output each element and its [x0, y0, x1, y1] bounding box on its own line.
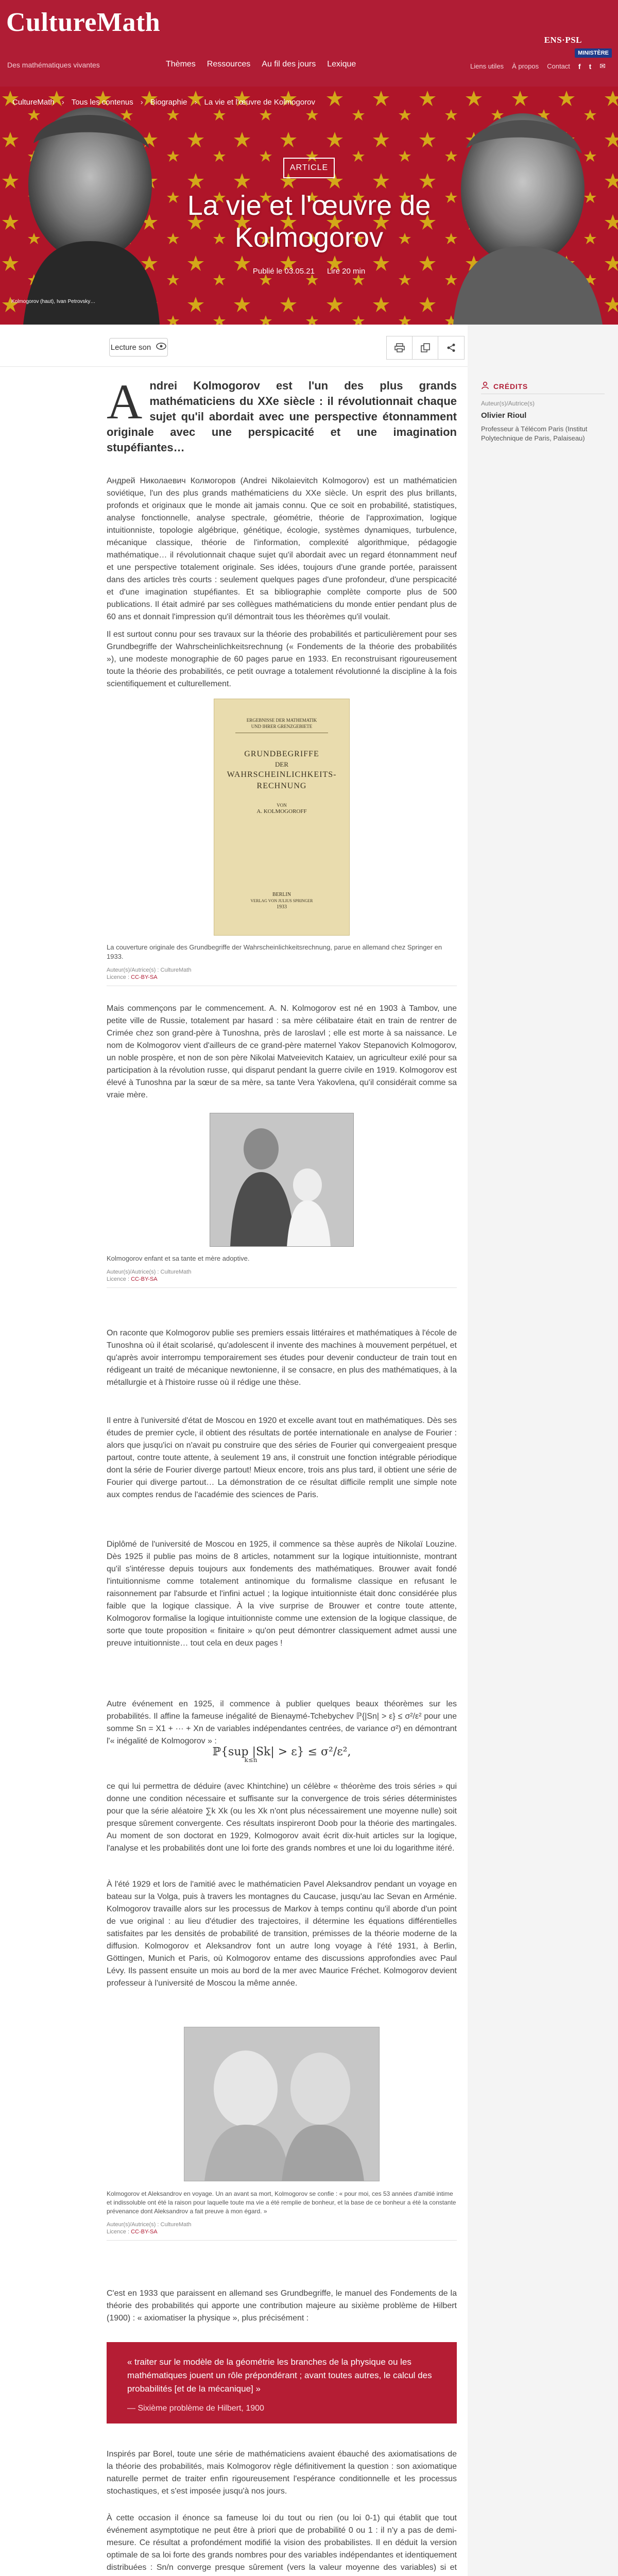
credits-label: CRÉDITS: [493, 382, 528, 391]
twitter-icon[interactable]: t: [589, 62, 592, 71]
paragraph-9: À l'été 1929 et lors de l'amitié avec le mathématicien Pavel Aleksandrov pendant un voyage en bateau sur la Volga, puis à travers les montagnes du Caucase, jusqu'au lac Sevan en Arménie. Kolmogorov travaille alors sur les processus de Markov à temps continu qu'il aborde d'un point de vue original : au lieu d'étudier des trajectoires, il détermine les équations différentielles satisfaites par les densités de probabilité de transition, prémisses de la théorie moderne de la diffusion. Kolmogorov et Aleksandrov font un autre long voyage à l'été 1931, à Berlin, Göttingen, Munich et Paris, où Kolmogorov entame des discussions approfondies avec Paul Lévy. Ils passent ensuite un mois au bord de la mer avec Maurice Fréchet. Kolmogorov devient professeur à l'université de Moscou la même année.: [107, 1880, 457, 1988]
book-publisher: VERLAG VON JULIUS SPRINGER: [250, 899, 313, 903]
page-title: La vie et l'œuvre de Kolmogorov: [187, 190, 431, 253]
book-title-3: WAHRSCHEINLICHKEITS-: [227, 770, 337, 779]
utility-nav: [470, 62, 606, 71]
util-contact[interactable]: Contact: [547, 62, 570, 70]
childhood-photo: [107, 1113, 457, 1247]
book-series: ERGEBNISSE DER MATHEMATIK: [246, 718, 317, 723]
book-series-2: UND IHRER GRENZGEBIETE: [251, 724, 313, 729]
book-von: VON: [277, 803, 287, 808]
nav-ressources[interactable]: Ressources: [207, 60, 251, 69]
eye-icon: [156, 343, 166, 352]
paragraph-10: C'est en 1933 que paraissent en allemand ses Grundbegriffe, le manuel des Fondements de la théorie des probabilités qui apporte une contribution majeure au sixième problème de Hilbert (1900) : « axiomatiser la physique », plus précisément :: [107, 2289, 457, 2323]
breadcrumb-culturemath[interactable]: CultureMath: [12, 98, 55, 107]
lede-text: ndrei Kolmogorov est l'un des plus grands mathématiciens du XXe siècle : il révolutionnait chaque sujet qu'il abordait avec une perspective étonnamment originale avec une perspicacité et une imagination stupéfiantes…: [107, 379, 457, 454]
paragraph-4: On raconte que Kolmogorov publie ses premiers essais littéraires et mathématiques à l'école de Tunoshna où il était scolarisé, qu'adolescent il invente des machines à mouvement perpétuel, et qu'après avoir interrompu temporairement ses études pour devenir conducteur de train tout en rédigeant un traité de mécanique newtonienne, il se consacre, en plus des mathématiques, à la métallurgie et à l'histoire russe où il rédige une thèse.: [107, 1329, 457, 1387]
divider: [107, 1287, 457, 1288]
figure-aleksandrov-photo: [107, 2027, 457, 2241]
license-link[interactable]: CC-BY-SA: [131, 974, 158, 980]
util-a-propos[interactable]: À propos: [512, 62, 539, 70]
drop-cap: A: [107, 374, 143, 429]
facebook-icon[interactable]: f: [578, 62, 581, 71]
paragraph-5: Il entre à l'université d'état de Moscou en 1920 et excelle avant tout en mathématiques. Dès ses études de premier cycle, il obtient des résultats de portée internationale en analyse de Fourier : alors que jusqu'ici on n'avait pu construire que des séries de Fourier qui convergeaient presque partout, contre toute attente, à seulement 19 ans, il construit une fonction intégrable périodique dont la série de Fourier diverge partout! Mieux encore, trois ans plus tard, il obtient une série de Fourier qui diverge partout… La démonstration de ce résultat difficile remplit une simple note aux comptes rendus de l'académie des sciences de Paris.: [107, 1416, 457, 1499]
license-label: Licence :: [107, 2229, 131, 2235]
book-author: A. KOLMOGOROFF: [256, 808, 307, 815]
book-title-4: RECHNUNG: [256, 782, 307, 790]
paragraph-1: Андрей Николаевич Колмогоров (Andrei Nikolaievitch Kolmogorov) est un mathématicien soviétique, l'un des plus grands mathématiciens du XXe siècle. Un esprit des plus brillants, profonds et originaux que le monde ait jamais connu. Que ce soit en probabilité, statistiques, analyse fonctionnelle, analyse spectrale, géométrie, théorie de l'approximation, logique intuitionniste, topologie algébrique, génétique, écologie, systèmes dynamiques, turbulence, mécanique classique, théorie de l'information, complexité algorithmique, pédagogie mathématique… il révolutionnait chaque sujet qu'il abordait avec un regard étonnamment neuf et une perspective totalement originale. Ses idées, toujours d'une grande portée, paraissent dans des articles très courts : seulement quelques pages d'une profondeur, d'une perspicacité et d'une imagination stupéfiantes. Et sa bibliographie complète comporte plus de 500 publications. Il était admiré par ses collègues mathématiciens du monde entier pendant plus de 60 ans et donnait l'impression qu'il démontrait tous les théorèmes qu'il voulait.: [107, 477, 457, 621]
nav-themes[interactable]: Thèmes: [166, 60, 196, 69]
figure-license: [107, 1276, 457, 1282]
divider: [107, 2240, 457, 2241]
paragraph-12: À cette occasion il énonce sa fameuse loi du tout ou rien (ou loi 0-1) qui établit que tout événement asymptotique ne peut être à priori que de probabilité 0 ou 1 : il n'y a pas de demi-mesure. Ce résultat a profondément modifié la vision des probabilistes. Il en déduit la version optimale de sa loi forte des grands nombres pour des variables indépendantes et identiquement distribuées : Sn/n converge presque sûrement (vers la valeur moyenne des variables) si et: [107, 2514, 457, 2572]
chevron-right-icon: ›: [61, 98, 64, 107]
listen-label: Lecture son: [110, 343, 151, 352]
book-title-2: DER: [275, 760, 288, 768]
figure-caption: Kolmogorov et Aleksandrov en voyage. Un an avant sa mort, Kolmogorov se confie : « pour moi, ces 53 années d'amitié intime et indissoluble ont été la raison pour laquelle toute ma vie a été remplie de bonheur, et la base de ce bonheur a été la constante prévenance dont Aleksandrov a fait preuve à mon égard. »: [107, 2190, 456, 2215]
copy-icon[interactable]: [413, 336, 438, 359]
book-cover-image: [107, 699, 457, 936]
breadcrumb-tous-les-contenus[interactable]: Tous les contenus: [71, 98, 133, 107]
book-title-1: GRUNDBEGRIFFE: [244, 750, 319, 758]
book-year: 1933: [277, 904, 287, 910]
credits-sidebar: [468, 325, 618, 2576]
hilbert-quote: [107, 2342, 457, 2424]
chevron-right-icon: ›: [140, 98, 143, 107]
article-actions: [386, 336, 465, 360]
article-lede: [107, 374, 457, 455]
site-header: [0, 0, 618, 87]
aleksandrov-photo: [107, 2027, 457, 2181]
publish-date: Publié le 03.05.21: [252, 267, 315, 276]
article-hero: [0, 87, 618, 325]
figure-book-cover: [107, 699, 457, 986]
kolmogorov-inequality: [107, 1745, 457, 1764]
figure-childhood-photo: [107, 1113, 457, 1288]
breadcrumb-current: La vie et l'œuvre de Kolmogorov: [204, 98, 315, 107]
breadcrumb: [12, 98, 315, 107]
listen-button[interactable]: [109, 338, 168, 357]
license-link[interactable]: CC-BY-SA: [131, 1276, 158, 1282]
license-label: Licence :: [107, 1276, 131, 1282]
util-liens-utiles[interactable]: Liens utiles: [470, 62, 504, 70]
inequality-formula: ℙ{sup |Sk| > ε} ≤ σ²/ε²,: [212, 1745, 351, 1758]
site-tagline: Des mathématiques vivantes: [7, 61, 100, 69]
paragraph-7: Autre événement en 1925, il commence à publier quelques beaux théorèmes sur les probabilités. Il affine la fameuse inégalité de Bienaymé-Tchebychev ℙ{|Sn| > ε} ≤ σ²/ε² pour une somme Sn = X1 + ··· + Xn de variables indépendantes centrées, de variance σ²) en démontrant l'« inégalité de Kolmogorov » :: [107, 1700, 457, 1745]
quote-source: — Sixième problème de Hilbert, 1900: [127, 2404, 264, 2413]
paragraph-3: Mais commençons par le commencement. A. N. Kolmogorov est né en 1903 à Tambov, une petite ville de Russie, totalement par hasard : sa mère célibataire était en train de rentrer de Crimée chez son grand-père à Tunoshna, près de Iaroslavl ; elle est morte à sa naissance. Le nom de Kolmogorov vient d'ailleurs de ce grand-père maternel Yakov Stepanovich Kolmogorov, un noble prospère, et non de son père Nikolai Matveievitch Kataiev, un agriculteur exilé pour sa participation à la révolution russe, qui disparut pendant la guerre civile en 1919. Kolmogorov est élevé à Tunoshna par la sœur de sa mère, sa tante Vera Yakovlena, qu'il considérait comme sa vraie mère.: [107, 1004, 457, 1099]
breadcrumb-biographie[interactable]: Biographie: [150, 98, 187, 107]
credits-heading: [481, 381, 528, 391]
share-icon[interactable]: [438, 336, 464, 359]
article-meta: [196, 267, 422, 276]
print-icon[interactable]: [387, 336, 413, 359]
author-name[interactable]: Olivier Rioul: [481, 411, 527, 420]
figure-credit: Auteur(s)/Autrice(s) : CultureMath: [107, 1269, 192, 1275]
paragraph-11: Inspirés par Borel, toute une série de mathématiciens avaient ébauché des axiomatisations de la théorie des probabilités, mais Kolmogorov règle définitivement la question : son axiomatique naturelle permet de traiter enfin rigoureusement l'espérance conditionnelle et les processus stochastiques, et s'est imposée jusqu'à nos jours.: [107, 2450, 457, 2496]
site-logo[interactable]: CultureMath: [6, 8, 161, 37]
ens-psl-logo[interactable]: ENS·PSL: [544, 35, 582, 45]
figure-credit: Auteur(s)/Autrice(s) : CultureMath: [107, 2222, 192, 2228]
figure-license: [107, 2229, 457, 2235]
figure-credit: Auteur(s)/Autrice(s) : CultureMath: [107, 967, 192, 973]
nav-au-fil-des-jours[interactable]: Au fil des jours: [262, 60, 316, 69]
user-icon: [481, 381, 489, 391]
license-label: Licence :: [107, 974, 131, 980]
nav-lexique[interactable]: Lexique: [327, 60, 356, 69]
reading-time: Lire 20 min: [327, 267, 366, 276]
quote-text: « traiter sur le modèle de la géométrie les branches de la physique ou les mathématiques jouent un rôle prépondérant ; avant toutes autres, le calcul des probabilités [et de la mécanique] »: [127, 2357, 432, 2394]
author-role: Auteur(s)/Autrice(s): [481, 400, 535, 407]
ministere-badge[interactable]: MINISTÈRE: [575, 48, 612, 58]
inequality-subscript: k≤n: [244, 1756, 258, 1764]
author-affiliation: Professeur à Télécom Paris (Institut Polytechnique de Paris, Palaiseau): [481, 425, 588, 442]
figure-caption: La couverture originale des Grundbegriffe der Wahrscheinlichkeitsrechnung, parue en allemand chez Springer en 1933.: [107, 943, 442, 960]
book-city: BERLIN: [272, 892, 291, 897]
license-link[interactable]: CC-BY-SA: [131, 2229, 158, 2235]
hero-photo-credit: Kolmogorov (haut), Ivan Petrovsky…: [11, 299, 96, 304]
figure-caption: Kolmogorov enfant et sa tante et mère adoptive.: [107, 1255, 250, 1262]
paragraph-2: Il est surtout connu pour ses travaux sur la théorie des probabilités et particulièrement pour ses Grundbegriffe der Wahrscheinlichkeitsrechnung (« Fondements de la théorie des probabilités »), une modeste monographie de 60 pages parue en 1933. En reconstruisant rigoureusement toute la théorie des probabilités, ce petit ouvrage a totalement révolutionné la discipline à la fois scientifiquement et culturellement.: [107, 630, 457, 688]
mail-icon[interactable]: ✉: [599, 62, 606, 70]
article-type-badge: ARTICLE: [283, 158, 335, 178]
paragraph-6: Diplômé de l'université de Moscou en 1925, il commence sa thèse auprès de Nikolaï Louzine. Dès 1925 il publie pas moins de 8 articles, notamment sur la logique intuitionniste, montrant qu'il s'intéresse depuis toujours aux fondements des mathématiques. Brouwer avait fondé l'intuitionnisme comme totalement antinomique du formalisme classique en refusant le raisonnement par l'absurde et l'infini actuel ; la logique intuitionniste était donc considérée plus faible que la logique classique. À la vive surprise de Brouwer et contre toute attente, Kolmogorov formalise la logique intuitionniste comme une extension de la logique classique, de sorte que toute proposition « finitaire » qu'on peut démontrer classiquement admet aussi une preuve intuitionniste… tout cela en deux pages !: [107, 1540, 457, 1648]
paragraph-8: ce qui lui permettra de déduire (avec Khintchine) un célèbre « théorème des trois séries » qui donne une condition nécessaire et suffisante sur la convergence de trois séries déterministes pour que la série aléatoire ∑k Xk (ou les Xk n'ont plus nécessairement une moyenne nulle) soit presque sûrement convergente. Ces résultats inspireront Doob pour la théorie des martingales. Au moment de son doctorat en 1929, Kolmogorov avait écrit dix-huit articles sur la logique, l'analyse et les probabilités dont une loi forte des grands nombres et une loi du logarithme itéré.: [107, 1782, 457, 1853]
main-nav: [166, 60, 356, 69]
chevron-right-icon: ›: [194, 98, 197, 107]
figure-license: [107, 974, 457, 980]
